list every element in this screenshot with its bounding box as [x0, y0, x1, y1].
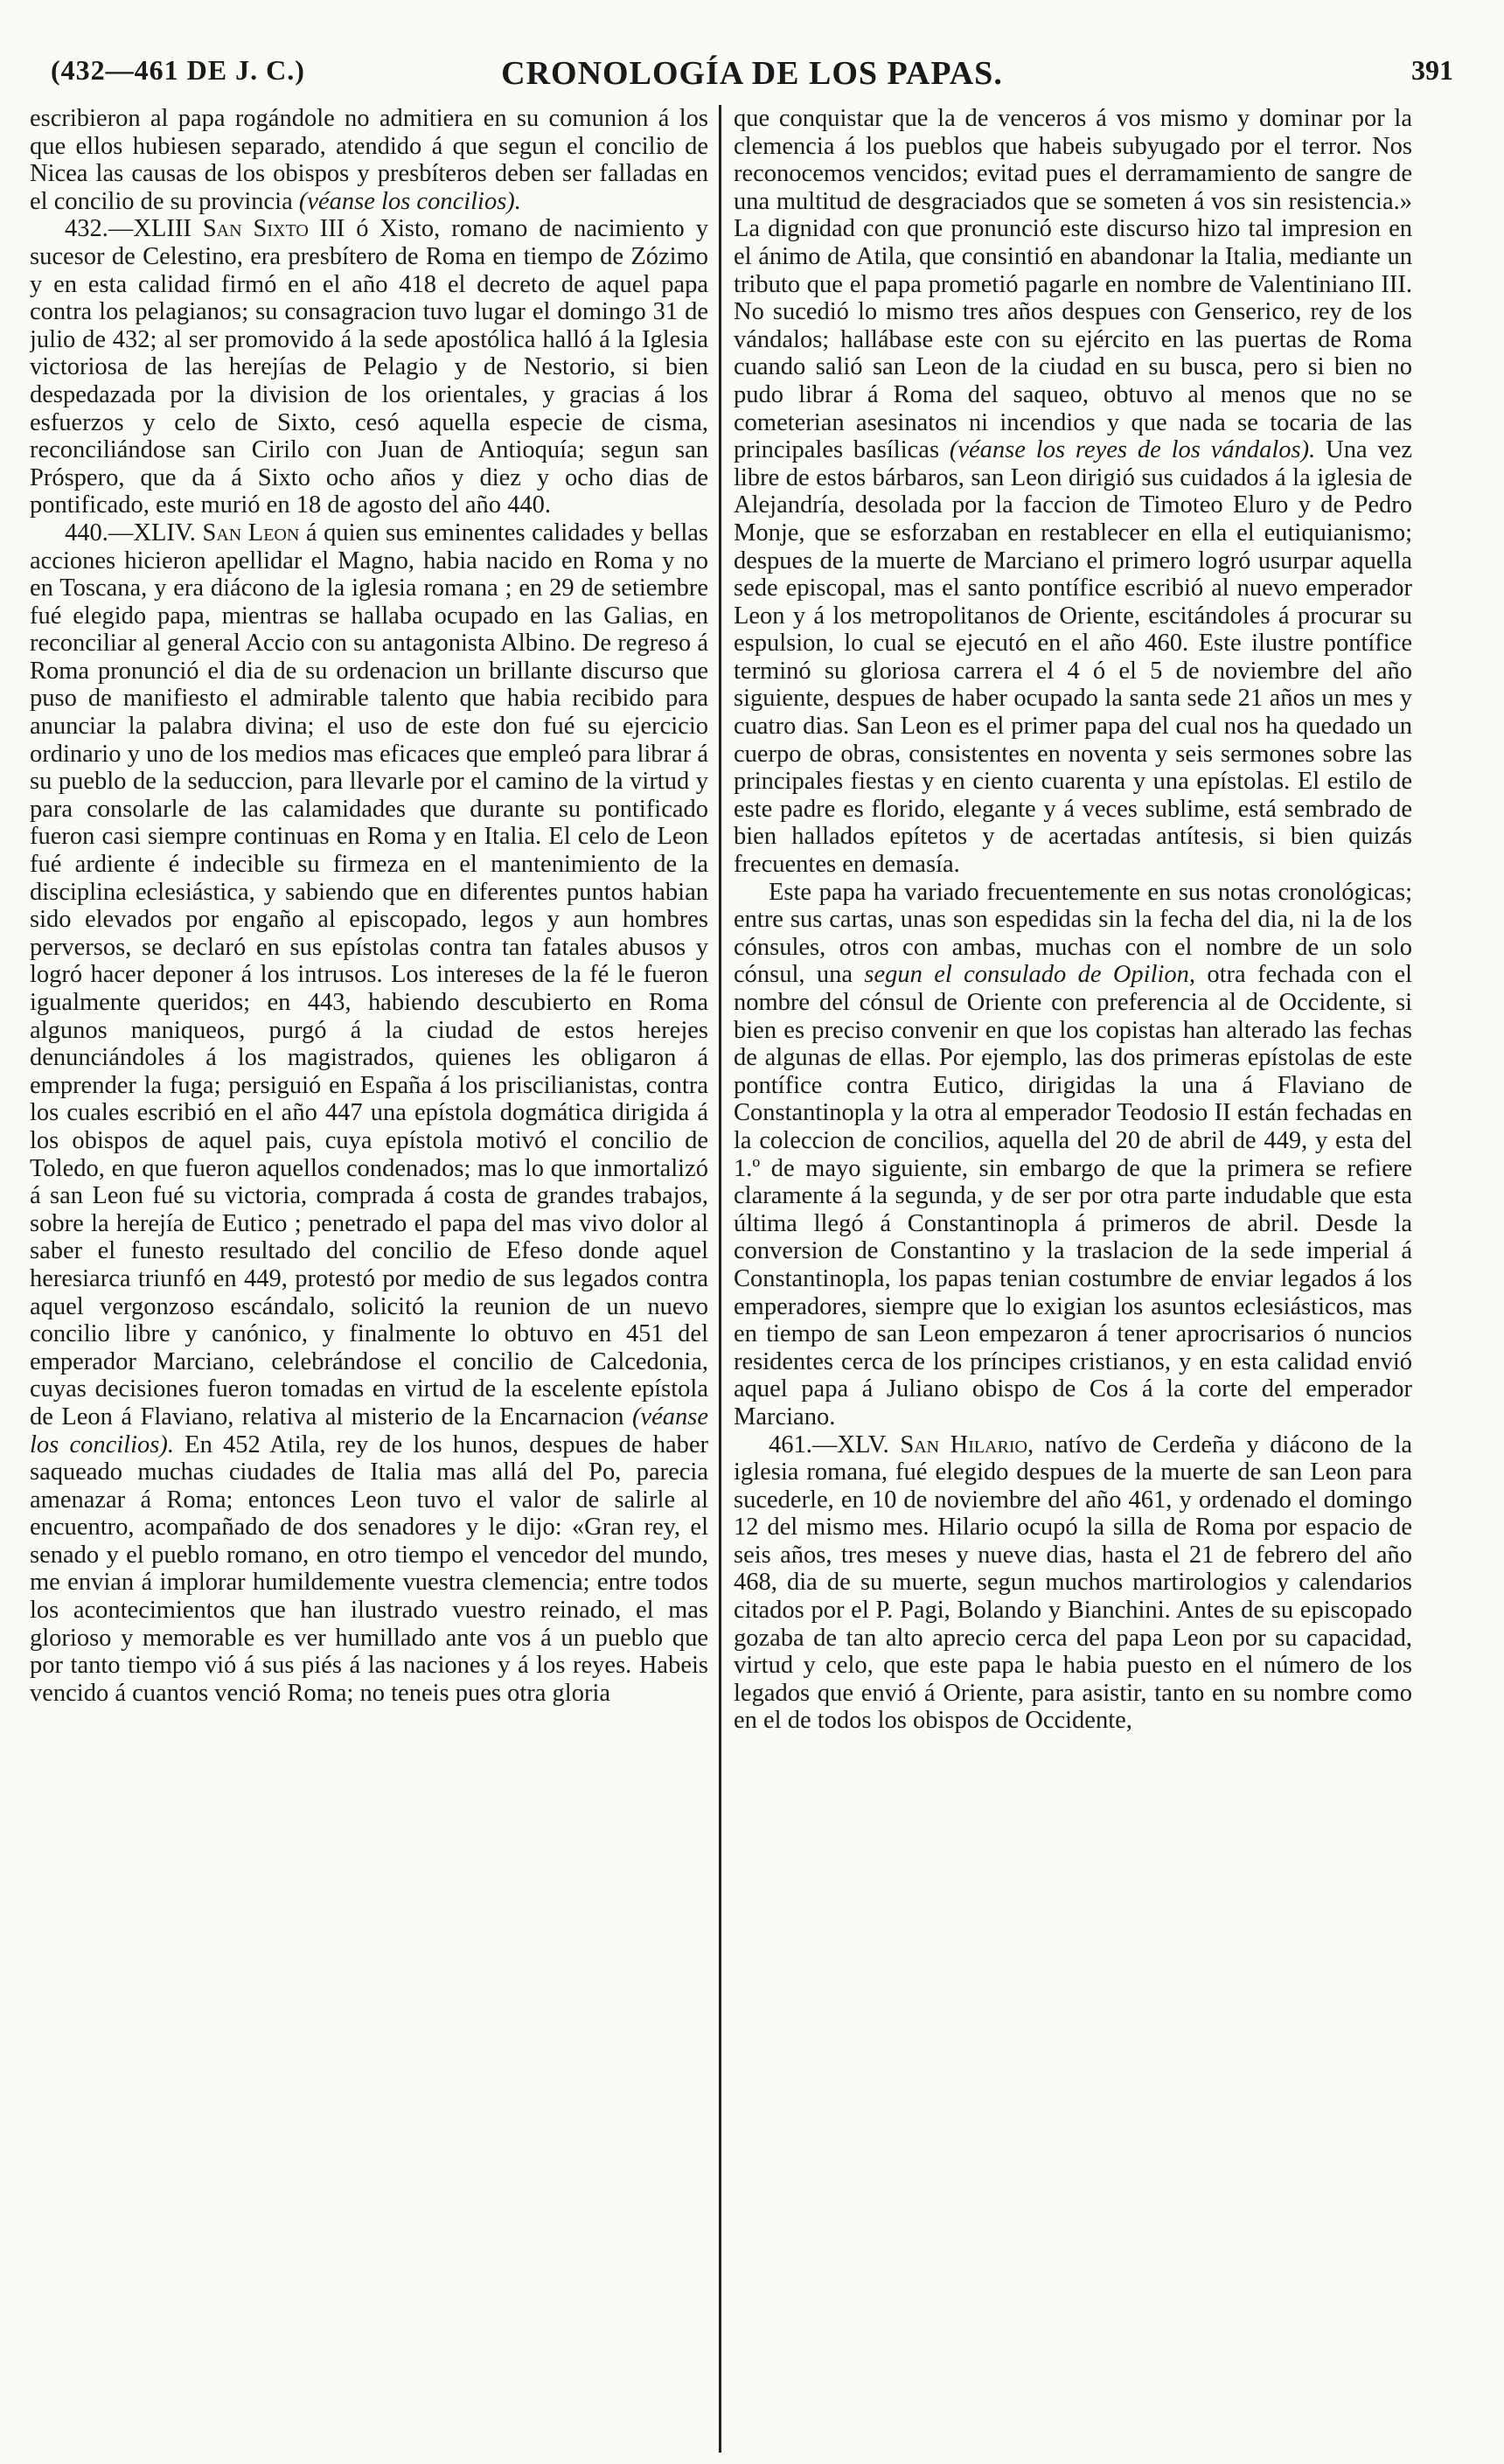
pope-name: San Hilario,	[900, 1430, 1034, 1458]
entry-number: 440.—XLIV.	[65, 519, 196, 546]
entry-sixto-iii: 432.—XLIII San Sixto III ó Xisto, romano de nacimiento y sucesor de Celestino, era presbítero de Roma en tiempo de Zózimo y en esta calidad firmó en el año 418 el decreto de aquel papa contra los pelagianos; su consagracion tuvo lugar el domingo 31 de julio de 432; al ser promovido á la sede apostólica halló á la Iglesia victoriosa de las herejías de Pelagio y de Nestorio, si bien despedazada por la division de los orientales, y gracias á los esfuerzos y celo de Sixto, cesó aquella especie de cisma, reconciliándose san Cirilo con Juan de Antioquía; segun san Próspero, que da á Sixto ocho años y diez y ocho dias de pontificado, este murió en 18 de agosto del año 440.	[30, 215, 708, 519]
header-date-range: (432—461 DE J. C.)	[51, 54, 305, 86]
right-column	[719, 105, 1412, 2453]
page-title: CRONOLOGÍA DE LOS PAPAS.	[501, 55, 1003, 92]
reference-vandalos: (véanse los reyes de los vándalos).	[949, 436, 1316, 464]
reference-concilios: (véanse los concilios).	[30, 1403, 708, 1458]
reference-concilios: (véanse los concilios).	[298, 187, 521, 215]
entry-number: 432.—XLIII	[65, 215, 191, 243]
paragraph-chronological-notes: Este papa ha variado frecuentemente en sus notas cronológicas; entre sus cartas, unas son espedidas sin la fecha del dia, ni la de los cónsules, otros con ambas, muchas con el nombre de un solo cónsul, una segun el consulado de Opilion, otra fechada con el nombre del cónsul de Oriente con preferencia al de Occidente, si bien es preciso convenir en que los copistas han alterado las fechas de algunas de ellas. Por ejemplo, las dos primeras epístolas de este pontífice contra Eutico, dirigidas la una á Flaviano de Constantinopla y la otra al emperador Teodosio II están fechadas en la coleccion de concilios, aquella del 20 de abril de 449, y esta del 1.º de mayo siguiente, sin embargo de que la primera se refiere claramente á la segunda, y de ser por otra parte indudable que esta última llegó á Constantinopla á primeros de abril. Desde la conversion de Constantino y la traslacion de la sede imperial á Constantinopla, los papas tenian costumbre de enviar legados á los emperadores, siempre que lo exigian los asuntos eclesiásticos, mas en tiempo de san Leon empezaron á tener aprocrisarios ó nuncios residentes cerca de los príncipes cristianos, y en esta calidad envió aquel papa á Juliano obispo de Cos á la corte del emperador Marciano.	[734, 878, 1412, 1430]
entry-hilario: 461.—XLV. San Hilario, natívo de Cerdeña y diácono de la iglesia romana, fué elegido despues de la muerte de san Leon para sucederle, en 10 de noviembre del año 461, y ordenado el domingo 12 del mismo mes. Hilario ocupó la silla de Roma por espacio de seis años, tres meses y nueve dias, hasta el 21 de febrero del año 468, dia de su muerte, segun muchos martirologios y calendarios citados por el P. Pagi, Bolando y Bianchini. Antes de su episcopado gozaba de tan alto aprecio cerca del papa Leon por su capacidad, virtud y celo, que este papa le habia puesto en el número de los legados que envió á Oriente, para asistir, tanto en su nombre como en el de todos los obispos de Occidente,	[734, 1430, 1412, 1735]
reference-opilion: segun el consulado de Opilion,	[864, 961, 1196, 989]
pope-name: San Leon	[202, 519, 300, 546]
entry-number: 461.—XLV.	[769, 1430, 889, 1458]
page-header	[51, 54, 1453, 107]
page-number: 391	[1411, 54, 1453, 86]
paragraph-atila-speech: que conquistar que la de venceros á vos mismo y dominar por la clemencia á los pueblos que habeis subyugado por el terror. Nos reconocemos vencidos; evitad pues el derramamiento de sangre de una multitud de desgraciados que se someten á vos sin resistencia.» La dignidad con que pronunció este discurso hizo tal impresion en el ánimo de Atila, que consintió en abandonar la Italia, mediante un tributo que el papa prometió pagarle en nombre de Valentiniano III. No sucedió lo mismo tres años despues con Genserico, rey de los vándalos; hallábase este con su ejército en las puertas de Roma cuando salió san Leon de la ciudad en su busca, pero si bien no pudo librar á Roma del saqueo, obtuvo al menos que no se cometerian asesinatos ni incendios y que nada se tocaria de las principales basílicas (véanse los reyes de los vándalos). Una vez libre de estos bárbaros, san Leon dirigió sus cuidados á la iglesia de Alejandría, desolada por la faccion de Timoteo Eluro y de Pedro Monje, que se esforzaban en restablecer en ella el eutiquianismo; despues de la muerte de Marciano el primero logró usurpar aquella sede episcopal, mas el santo pontífice escribió al nuevo emperador Leon y á los metropolitanos de Oriente, escitándoles á procurar su espulsion, lo cual se ejecutó en el año 460. Este ilustre pontífice terminó su gloriosa carrera el 4 ó el 5 de noviembre del año siguiente, despues de haber ocupado la santa sede 21 años un mes y cuatro dias. San Leon es el primer papa del cual nos ha quedado un cuerpo de obras, consistentes en noventa y seis sermones sobre las principales fiestas y en ciento cuarenta y una epístolas. El estilo de este padre es florido, elegante y á veces sublime, está sembrado de bien hallados epítetos y de acertadas antítesis, si bien quizás frecuentes en demasía.	[734, 105, 1412, 879]
pope-name: San Sixto III	[202, 215, 345, 243]
paragraph-council-appeal: escribieron al papa rogándole no admitiera en su comunion á los que ellos hubiesen separado, atendido á que segun el concilio de Nicea las causas de los obispos y presbíteros deben ser falladas en el concilio de su provincia (véanse los concilios).	[30, 105, 708, 215]
entry-leon: 440.—XLIV. San Leon á quien sus eminentes calidades y bellas acciones hicieron apellidar el Magno, habia nacido en Roma y no en Toscana, y era diácono de la iglesia romana ; en 29 de setiembre fué elegido papa, mientras se hallaba ocupado en las Galias, en reconciliar al general Accio con su antagonista Albino. De regreso á Roma pronunció el dia de su ordenacion un brillante discurso que puso de manifiesto el admirable talento que habia recibido para anunciar la palabra divina; el uso de este don fué su ejercicio ordinario y uno de los medios mas eficaces que empleó para librar á su pueblo de la seduccion, para llevarle por el camino de la virtud y para consolarle de las calamidades que durante su pontificado fueron casi siempre continuas en Roma y en Italia. El celo de Leon fué ardiente é indecible su firmeza en el mantenimiento de la disciplina eclesiástica, y sabiendo que en diferentes puntos habian sido elevados por engaño al episcopado, legos y aun hombres perversos, se declaró en sus epístolas contra tan fatales abusos y logró hacer deponer á los intrusos. Los intereses de la fé le fueron igualmente queridos; en 443, habiendo descubierto en Roma algunos maniqueos, purgó á la ciudad de estos herejes denunciándoles á los magistrados, quienes les obligaron á emprender la fuga; persiguió en España á los priscilianistas, contra los cuales escribió en el año 447 una epístola dogmática dirigida á los obispos de aquel pais, cuya epístola motivó el concilio de Toledo, en que fueron aquellos condenados; mas lo que inmortalizó á san Leon fué su victoria, comprada á costa de grandes trabajos, sobre la herejía de Eutico ; penetrado el papa del mas vivo dolor al saber el funesto resultado del concilio de Efeso donde aquel heresiarca triunfó en 449, protestó por medio de sus legados contra aquel vergonzoso escándalo, solicitó la reunion de un nuevo concilio libre y canónico, y finalmente lo obtuvo en 451 del emperador Marciano, celebrándose el concilio de Calcedonia, cuyas decisiones fueron tomadas en virtud de la escelente epístola de Leon á Flaviano, relativa al misterio de la Encarnacion (véanse los concilios). En 452 Atila, rey de los hunos, despues de haber saqueado muchas ciudades de Italia mas allá del Po, parecia amenazar á Roma; entonces Leon tuvo el valor de salirle al encuentro, acompañado de dos senadores y le dijo: «Gran rey, el senado y el pueblo romano, en otro tiempo el vencedor del mundo, me envian á implorar humildemente vuestra clemencia; entre todos los acontecimientos que han ilustrado vuestro reinado, el mas glorioso y memorable es ver humillado ante vos á un pueblo que por tanto tiempo vió á sus piés á las naciones y á los reyes. Habeis vencido á cuantos venció Roma; no teneis pues otra gloria	[30, 519, 708, 1707]
left-column	[30, 105, 708, 2453]
